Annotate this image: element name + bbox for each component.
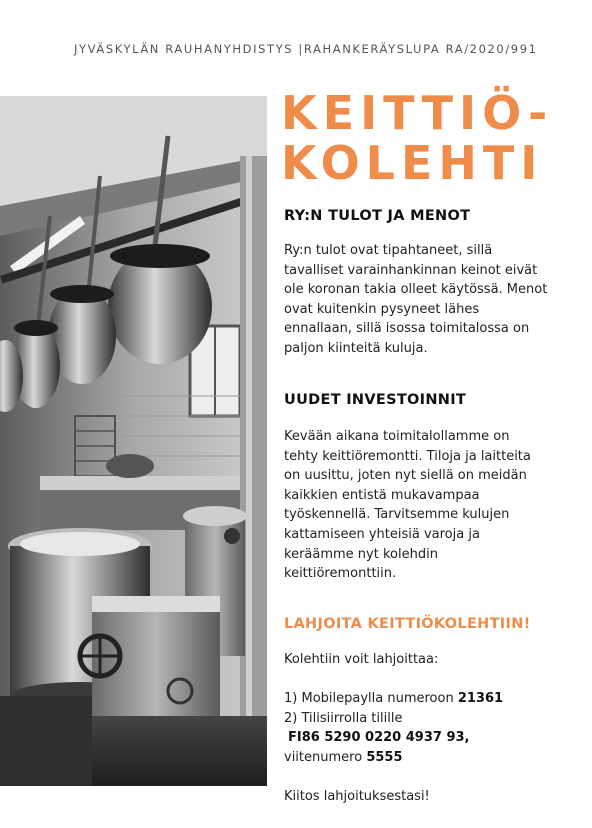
- text-line: Ry:n tulot ovat tipahtaneet, sillä: [284, 243, 493, 258]
- donate-iban-line: [284, 728, 574, 748]
- donate-intro: Kolehtiin voit lahjoittaa:: [284, 652, 439, 667]
- text-line: ovat kuitenkin pysyneet lähes: [284, 301, 480, 317]
- kitchen-photo: [0, 96, 267, 786]
- paragraph-income-expenses: [284, 241, 574, 359]
- text-line: ole koronan takia olleet käytössä. Menot: [284, 282, 548, 298]
- paragraph-new-investments: [284, 427, 574, 584]
- header-org-permit: JYVÄSKYLÄN RAUHANYHDISTYS |RAHANKERÄYSLUPA RA/2020/991: [74, 42, 538, 56]
- heading-donate: LAHJOITA KEITTIÖKOLEHTIIN!: [284, 616, 531, 632]
- text-line: kattamiseen yhteisiä varoja ja: [284, 526, 480, 542]
- text-line: tavalliset varainhankinnan keinot eivät: [284, 262, 538, 278]
- text-line: työskennellä. Tarvitsemme kulujen: [284, 507, 510, 523]
- donate-thanks: Kiitos lahjoituksestasi!: [284, 789, 430, 805]
- text-line: Kevään aikana toimitalollamme on: [284, 429, 510, 444]
- text-line: tehty keittiöremontti. Tiloja ja laitteita: [284, 448, 531, 464]
- text-line: keittiöremonttiin.: [284, 566, 397, 582]
- spacer: [284, 670, 574, 690]
- title-line-1: KEITTIÖ-: [281, 86, 554, 140]
- donate-mobilepay-line: [284, 689, 574, 709]
- text-line: keräämme nyt kolehdin: [284, 546, 438, 562]
- mobilepay-label: 1) Mobilepaylla numeroon: [284, 691, 458, 707]
- text-line: ennallaan, sillä isossa toimitalossa on: [284, 321, 530, 337]
- mobilepay-number: 21361: [457, 691, 504, 707]
- title-line-2: KOLEHTI: [281, 136, 544, 190]
- page-title: [281, 88, 581, 188]
- spacer: [284, 768, 574, 788]
- donate-reference-line: [284, 748, 574, 768]
- heading-new-investments: UUDET INVESTOINNIT: [284, 392, 467, 408]
- text-line: paljon kiinteitä kuluja.: [284, 340, 428, 356]
- kitchen-photo-illustration: [0, 96, 267, 786]
- text-line: on uusittu, joten nyt siellä on meidän: [284, 468, 527, 484]
- iban-number: FI86 5290 0220 4937 93,: [288, 730, 470, 746]
- donate-bank-line: 2) Tilisiirrolla tilille: [284, 710, 403, 726]
- text-line: kaikkien entistä mukavampaa: [284, 487, 480, 503]
- reference-label: viitenumero: [284, 749, 367, 765]
- reference-number: 5555: [366, 749, 403, 765]
- heading-income-expenses: RY:N TULOT JA MENOT: [284, 208, 471, 224]
- paragraph-donate: [284, 650, 574, 807]
